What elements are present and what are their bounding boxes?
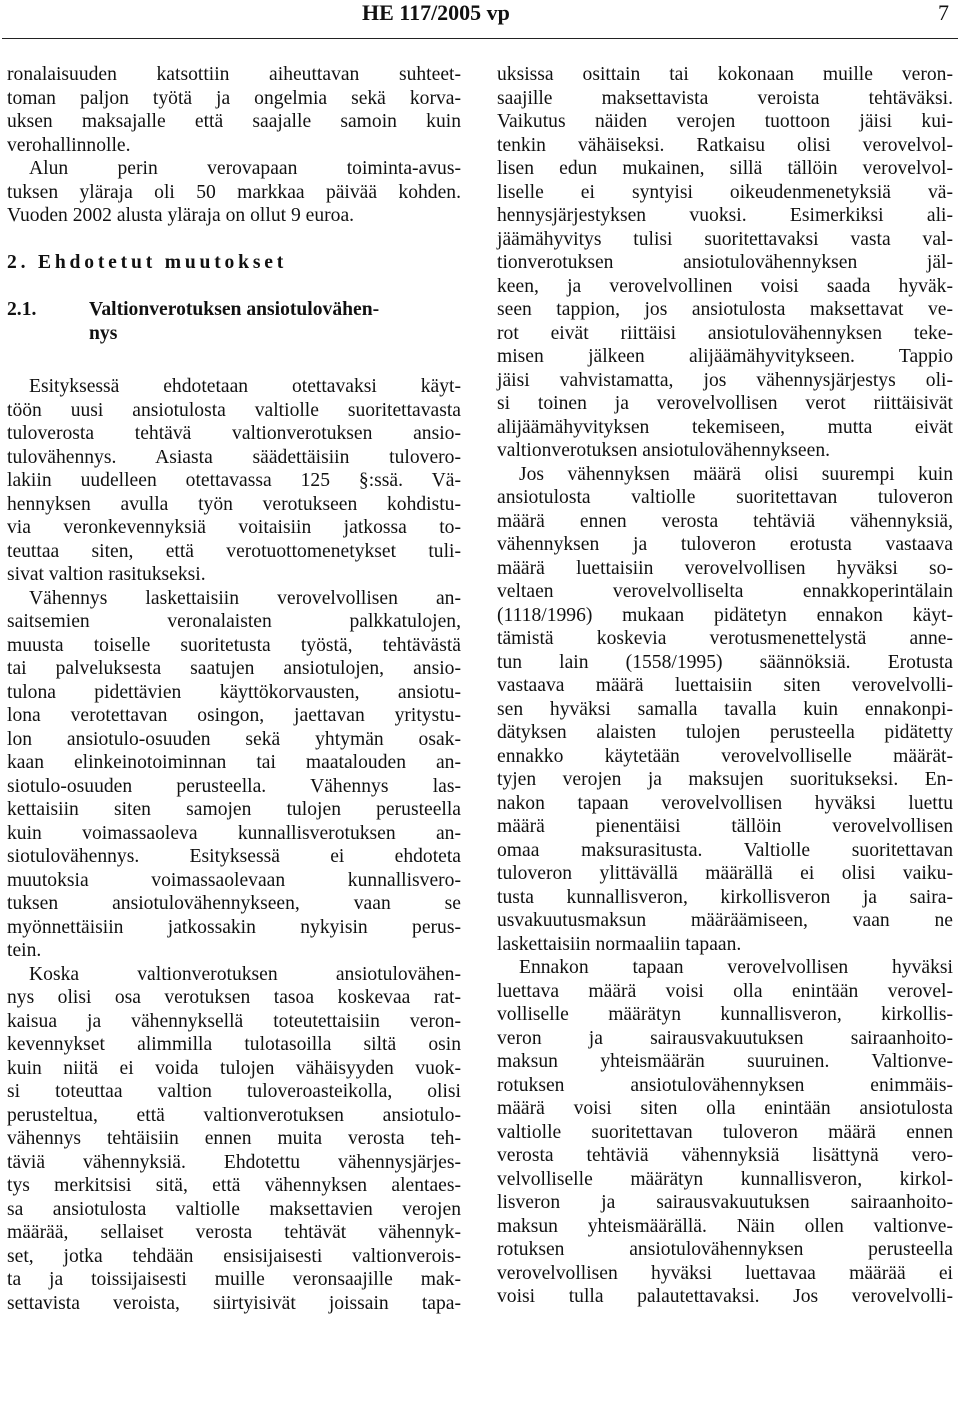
- paragraph: [7, 587, 461, 963]
- text-line: via veronkevennyksiä voitaisiin jatkossa to-: [7, 517, 461, 538]
- text-line: tuloveron ylittävällä määrällä ei olisi vaiku-: [497, 863, 953, 884]
- text-line: määrä voisi siten olla enintään ansiotulosta: [497, 1098, 953, 1119]
- text-line: verohallinnolle.: [7, 134, 131, 156]
- text-line: toman paljon työtä ja ongelmia sekä korva-: [7, 87, 461, 109]
- text-line: jäämähyvitys tulisi suoritettavaksi vasta val-: [497, 228, 953, 250]
- text-line: kuin voimassaoleva kunnallisverotuksen an-: [7, 822, 461, 844]
- intro-text: [7, 63, 461, 228]
- text-line: ennakko käytetään verovelvolliselle määrät-: [497, 745, 953, 767]
- text-line: voisi tulla palautettavaksi. Jos verovelvolli-: [497, 1286, 953, 1307]
- left-column: [7, 63, 461, 1315]
- page-number: 7: [938, 0, 949, 25]
- text-line: tusta kunnallisveron, kirkollisveron ja saira-: [497, 886, 953, 908]
- text-line: lakiin uudelleen otettavassa 125 §:ssä. Vä-: [7, 470, 461, 491]
- text-line: misen jälkeen alijäämähyvitykseen. Tappio: [497, 346, 953, 367]
- text-line: hennysjärjestyksen vuoksi. Esimerkiksi ali-: [497, 205, 953, 226]
- text-line: tulona pidettävien käyttökorvausten, ansiotu-: [7, 681, 461, 703]
- text-line: vastaava määrä luettaisiin siten verovelvolli-: [497, 675, 953, 696]
- text-line: kaan elinkeinotoiminnan tai maatalouden an-: [7, 752, 461, 773]
- text-line: velvolliselle määrätyn kunnallisveron, kirkol-: [497, 1168, 953, 1190]
- text-line: sivat valtion rasitukseksi.: [7, 564, 206, 585]
- text-line: määrä luettaisiin verovelvollisen hyväksi so-: [497, 557, 953, 579]
- text-line: tai palveluksesta saatujen ansiotulojen, ansio-: [7, 658, 461, 679]
- text-line: tun lain (1558/1995) säännöksiä. Erotusta: [497, 651, 953, 673]
- text-line: muutoksia voimassaolevaan kunnallisvero-: [7, 869, 461, 891]
- text-line: rotuksen ansiotulovähennyksen enimmäis-: [497, 1074, 953, 1096]
- text-line: uksissa osittain tai kokonaan muille veron-: [497, 64, 953, 85]
- text-line: keen, ja verovelvollinen voisi saada hyväk-: [497, 275, 953, 297]
- text-line: sen hyväksi samalla tavalla kuin ennakonpi-: [497, 698, 953, 720]
- text-line: maksun yhteismäärän suuruinen. Valtionve-: [497, 1051, 953, 1072]
- text-line: valtiolle suoritettavan tuloveron määrä ennen: [497, 1121, 953, 1143]
- text-line: maksun yhteismäärällä. Näin ollen valtionve-: [497, 1215, 953, 1237]
- paragraph: [497, 63, 953, 463]
- subsection-title-continued: nys: [89, 322, 118, 344]
- text-line: tein.: [7, 940, 42, 961]
- text-line: nys olisi osa verotuksen tasoa koskevaa rat-: [7, 987, 461, 1008]
- text-line: tuksen yläraja oli 50 markkaa päivää kohden.: [7, 181, 461, 203]
- text-line: tenkin vähäiseksi. Ratkaisu olisi verovelvol-: [497, 134, 953, 156]
- text-line: sa ansiotulosta valtiolle maksettavien verojen: [7, 1198, 461, 1220]
- header-rule: [2, 38, 958, 39]
- text-line: si toteuttaa valtion tuloveroasteikolla, olisi: [7, 1081, 461, 1102]
- text-line: volliselle määrätyn kunnallisveron, kirkollis-: [497, 1004, 953, 1025]
- text-line: siotulo-osuuden perusteella. Vähennys las-: [7, 775, 461, 797]
- text-line: valtionverotuksen ansiotulovähennykseen.: [497, 440, 831, 461]
- text-line: Alun perin verovapaan toiminta-avus-: [29, 158, 461, 179]
- text-line: luettava määrä voisi olla enintään verovel-: [497, 980, 953, 1002]
- text-line: lisveron ja sairausvakuutuksen sairaanhoito-: [497, 1192, 953, 1213]
- text-line: kevennykset alimmilla tulotasoilla siltä osin: [7, 1034, 461, 1055]
- text-line: settavista veroista, siirtyisivät joissain tapa-: [7, 1292, 461, 1314]
- text-line: Koska valtionverotuksen ansiotulovähen-: [29, 963, 461, 985]
- text-line: tyjen verojen ja maksujen suoritukseksi. En-: [497, 769, 953, 790]
- text-line: lon ansiotulo-osuuden sekä yhtymän osak-: [7, 728, 461, 750]
- text-line: verovelvollisen hyväksi luettavaa määrää ei: [497, 1262, 953, 1284]
- subsection-title: Valtionverotuksen ansiotulovähen-: [89, 299, 380, 320]
- text-line: määrä pienentäisi tällöin verovelvollisen: [497, 816, 953, 837]
- text-line: ta ja toissijaisesti muille veronsaajille mak-: [7, 1269, 461, 1290]
- text-line: lisen edun mukainen, sillä tällöin verovelvol-: [497, 158, 953, 179]
- text-line: ronalaisuuden katsottiin aiheuttavan suhteet-: [7, 64, 461, 85]
- text-line: tionverotuksen ansiotulovähennyksen jäl-: [497, 252, 953, 273]
- text-line: Vähennys laskettaisiin verovelvollisen an-: [29, 587, 461, 609]
- text-line: (1118/1996) mukaan pidätetyn ennakon käyt-: [497, 604, 953, 626]
- document-id: HE 117/2005 vp: [362, 0, 510, 25]
- text-line: si toinen ja verovelvollisen verot riittäisivät: [497, 393, 953, 414]
- text-line: Jos vähennyksen määrä olisi suurempi kuin: [519, 463, 953, 485]
- text-line: set, jotka tehdään ensisijaisesti valtionverois-: [7, 1245, 461, 1267]
- text-line: perusteltua, että valtionverotuksen ansiotulo-: [7, 1104, 461, 1126]
- text-line: Ennakon tapaan verovelvollisen hyväksi: [519, 957, 953, 978]
- text-line: tys merkitsisi sitä, että vähennyksen alentaes-: [7, 1175, 461, 1196]
- text-line: Vaikutus näiden verojen tuottoon jäisi kui-: [497, 111, 953, 132]
- text-line: Vuoden 2002 alusta yläraja on ollut 9 euroa.: [7, 205, 355, 226]
- text-line: saitsemien veronalaisten palkkatulojen,: [7, 611, 461, 632]
- text-line: laskettaisiin normaaliin tapaan.: [497, 933, 742, 955]
- text-line: alijäämähyvityksen tekemiseen, mutta eivät: [497, 416, 953, 438]
- text-line: teuttaa siten, että verotuottomenetykset tuli-: [7, 540, 461, 562]
- text-line: veltaen verovelvolliselta ennakkoperintälain: [497, 581, 953, 602]
- text-line: verosta tehtäviä vähennyksiä lisättynä vero-: [497, 1145, 953, 1166]
- text-line: Esityksessä ehdotetaan otettavaksi käyt-: [29, 376, 461, 397]
- text-line: veron ja sairausvakuutuksen sairaanhoito-: [497, 1027, 953, 1049]
- subsection-number: 2.1.: [7, 299, 37, 320]
- text-line: hennyksen avulla työn verotukseen kohdistu-: [7, 493, 461, 515]
- text-line: tämistä koskevia verotusmenettelystä anne-: [497, 628, 953, 649]
- paragraph: [497, 463, 953, 957]
- text-line: liselle ei syntyisi oikeudenmenetyksiä vä-: [497, 181, 953, 203]
- text-line: omaa maksurasitusta. Valtiolle suoritettavan: [497, 839, 953, 861]
- text-line: täviä vähennyksiä. Ehdotettu vähennysjärjes-: [7, 1151, 461, 1173]
- paragraph: [497, 956, 953, 1309]
- text-line: tuksen ansiotulovähennykseen, vaan se: [7, 893, 461, 914]
- text-line: vähennyksen ja tuloveron erotusta vastaava: [497, 534, 953, 555]
- text-line: määrä ennen verosta tehtäviä vähennyksiä,: [497, 510, 953, 532]
- text-line: rotuksen ansiotulovähennyksen perusteella: [497, 1239, 953, 1260]
- text-line: nakon tapaan verovelvollisen hyväksi luettu: [497, 792, 953, 814]
- right-column: [497, 63, 953, 1309]
- text-line: vähennys tehtäisiin ennen muita verosta teh-: [7, 1128, 461, 1149]
- subsection-heading: [7, 298, 461, 345]
- text-line: tulovähennys. Asiasta säädettäisiin tulovero-: [7, 446, 461, 468]
- paragraph: [7, 375, 461, 587]
- text-line: siotulovähennys. Esityksessä ei ehdoteta: [7, 846, 461, 867]
- text-line: kaisua ja vähennyksellä toteutettaisiin veron-: [7, 1010, 461, 1032]
- text-line: kuin niitä ei voida tulojen vähäisyyden vuok-: [7, 1057, 461, 1079]
- text-line: muusta toiselle suoritetusta työstä, tehtävästä: [7, 634, 461, 656]
- text-line: tuloverosta tehtävä valtionverotuksen ansio-: [7, 423, 461, 444]
- text-line: rot eivät riittäisi ansiotulovähennyksen teke-: [497, 322, 953, 344]
- paragraph: [7, 963, 461, 1316]
- page-header: [0, 0, 960, 36]
- text-line: saajille maksettavista veroista tehtäväksi.: [497, 87, 953, 109]
- text-line: kettaisiin siten samojen tulojen perusteella: [7, 799, 461, 820]
- text-line: seen tappion, jos ansiotulosta maksettavat ve-: [497, 299, 953, 320]
- section-heading: 2. Ehdotetut muutokset: [7, 251, 288, 273]
- text-line: usvakuutusmaksun määräämiseen, vaan ne: [497, 910, 953, 931]
- text-line: jäisi vahvistamatta, jos vähennysjärjestys oli-: [497, 369, 953, 391]
- text-line: töön uusi ansiotulosta valtiolle suoritettavasta: [7, 399, 461, 421]
- text-line: lona verotettavan osingon, jaettavan yritystu-: [7, 705, 461, 726]
- text-line: uksen maksajalle että saajalle samoin kuin: [7, 111, 461, 132]
- text-line: myönnettäisiin jatkossakin nykyisin perus-: [7, 916, 461, 938]
- text-line: määrää, sellaiset verosta tehtävät vähennyk-: [7, 1222, 461, 1243]
- text-line: ansiotulosta valtiolle suoritettavan tuloveron: [497, 487, 953, 508]
- text-line: dätyksen alaisten tulojen perusteella pidätetty: [497, 722, 953, 743]
